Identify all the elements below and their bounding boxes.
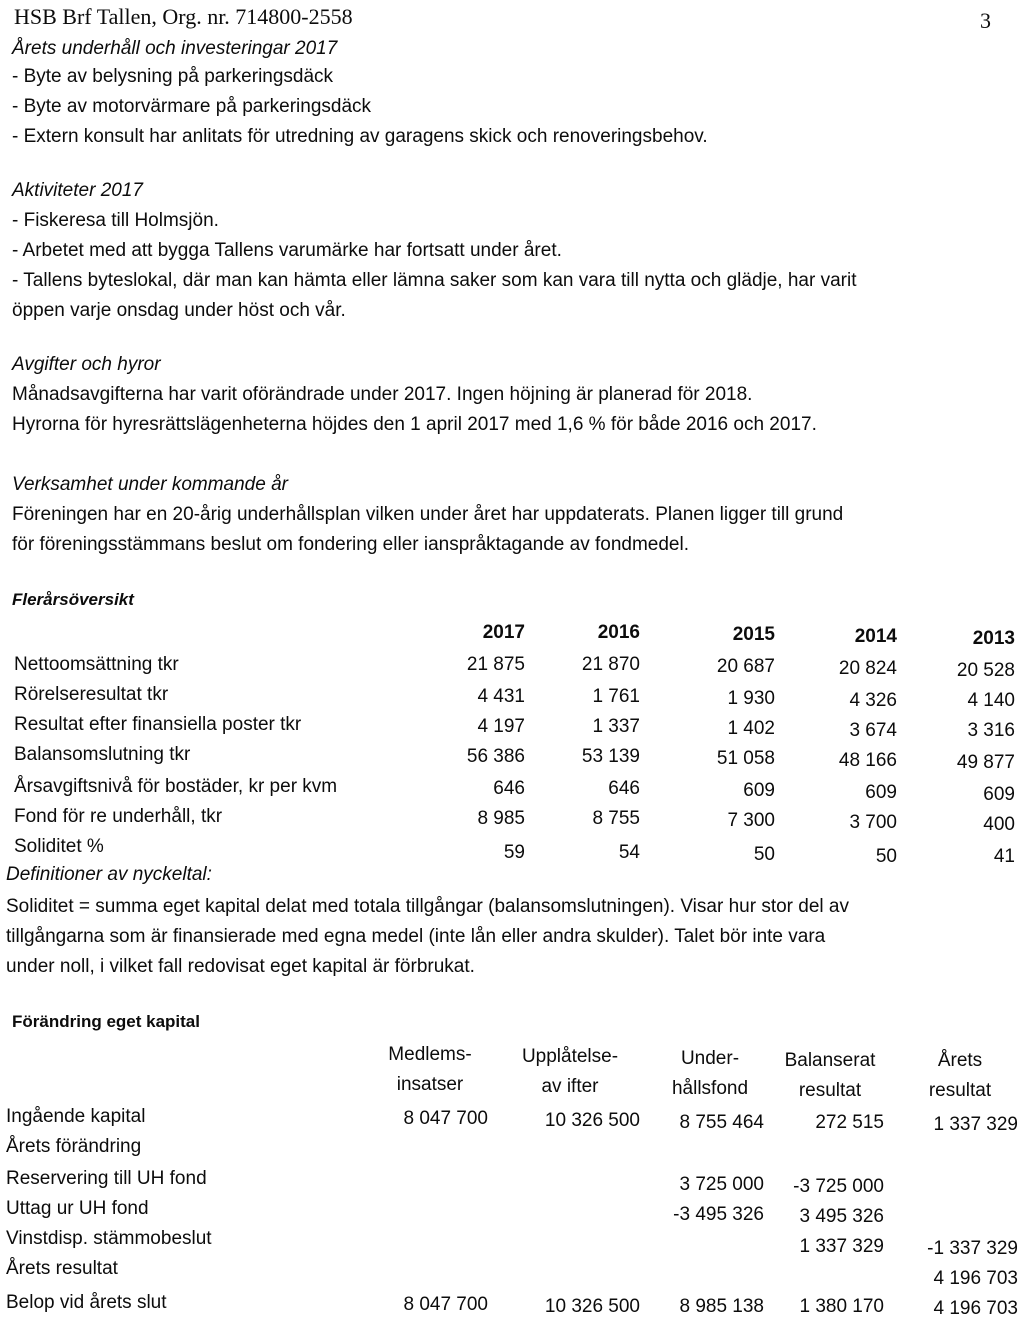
document-header: HSB Brf Tallen, Org. nr. 714800-2558 xyxy=(14,4,353,29)
year-header: 2013 xyxy=(972,628,1015,649)
ek-row-label: Ingående kapital xyxy=(6,1106,146,1127)
flerars-cell: 50 xyxy=(875,846,897,867)
ek-cell: 1 337 329 xyxy=(799,1236,884,1257)
ek-cell: -3 495 326 xyxy=(673,1204,764,1225)
flerars-cell: 646 xyxy=(493,778,525,799)
flerars-cell: 56 386 xyxy=(466,746,525,767)
flerars-cell: 8 985 xyxy=(477,808,525,829)
ek-row-label: Årets resultat xyxy=(6,1258,118,1279)
flerars-cell: 59 xyxy=(503,842,525,863)
page-number: 3 xyxy=(980,8,991,33)
flerars-cell: 51 058 xyxy=(716,748,775,769)
avgifter-line: Månadsavgifterna har varit oförändrade under 2017. Ingen höjning är planerad för 2018. xyxy=(12,384,753,405)
flerars-cell: 646 xyxy=(608,778,640,799)
ek-cell: 8 047 700 xyxy=(403,1294,488,1315)
ek-cell: 10 326 500 xyxy=(544,1296,640,1317)
flerars-cell: 41 xyxy=(993,846,1015,867)
flerars-cell: 609 xyxy=(743,780,775,801)
ek-cell: -3 725 000 xyxy=(793,1176,884,1197)
flerars-cell: 1 930 xyxy=(727,688,775,709)
flerars-cell: 4 431 xyxy=(477,686,525,707)
flerars-row-label: Soliditet % xyxy=(14,836,104,857)
aktiviteter-item: öppen varje onsdag under höst och vår. xyxy=(12,300,346,321)
aktiviteter-item: - Tallens byteslokal, där man kan hämta eller lämna saker som kan vara till nytta och glädje, har varit xyxy=(12,270,857,291)
flerars-cell: 7 300 xyxy=(727,810,775,831)
ek-col-header: Årets xyxy=(937,1050,983,1071)
ek-row-label: Reservering till UH fond xyxy=(6,1168,207,1189)
ek-cell: 8 985 138 xyxy=(679,1296,764,1317)
flerars-cell: 53 139 xyxy=(581,746,640,767)
ek-cell: 3 495 326 xyxy=(799,1206,884,1227)
underhall-item: - Byte av belysning på parkeringsdäck xyxy=(12,66,334,87)
flerars-row-label: Fond för re underhåll, tkr xyxy=(14,806,223,827)
ek-col-header: Under- xyxy=(680,1048,740,1069)
flerars-cell: 4 326 xyxy=(849,690,897,711)
flerars-row-label: Årsavgiftsnivå för bostäder, kr per kvm xyxy=(14,776,338,797)
flerars-cell: 21 870 xyxy=(581,654,640,675)
flerars-cell: 3 700 xyxy=(849,812,897,833)
definitioner-line: tillgångarna som är finansierade med egna medel (inte lån eller andra skulder). Talet bör inte vara xyxy=(6,926,826,947)
underhall-item: - Extern konsult har anlitats för utredning av garagens skick och renoveringsbehov. xyxy=(12,126,708,147)
flerars-cell: 3 316 xyxy=(967,720,1015,741)
flerars-cell: 1 761 xyxy=(592,686,640,707)
year-header: 2016 xyxy=(597,622,640,643)
verksamhet-line: Föreningen har en 20-årig underhållsplan vilken under året har uppdaterats. Planen ligger till grund xyxy=(12,504,844,525)
flerars-cell: 4 197 xyxy=(477,716,525,737)
year-header: 2014 xyxy=(854,626,897,647)
flerars-row-label: Balansomslutning tkr xyxy=(14,744,191,765)
ek-cell: 272 515 xyxy=(815,1112,884,1133)
flerars-cell: 54 xyxy=(618,842,640,863)
flerars-cell: 21 875 xyxy=(466,654,525,675)
flerars-cell: 20 528 xyxy=(956,660,1015,681)
definitioner-line: under noll, i vilket fall redovisat eget kapital är förbrukat. xyxy=(6,956,475,977)
ek-col-header: insatser xyxy=(396,1074,464,1095)
ek-row-label: Vinstdisp. stämmobeslut xyxy=(6,1228,212,1249)
ek-cell: 4 196 703 xyxy=(933,1268,1018,1289)
ek-row-label: Belop vid årets slut xyxy=(6,1292,167,1313)
heading-eget-kapital: Förändring eget kapital xyxy=(12,1012,200,1031)
aktiviteter-item: - Fiskeresa till Holmsjön. xyxy=(12,210,219,231)
heading-avgifter: Avgifter och hyror xyxy=(12,354,161,375)
flerars-cell: 49 877 xyxy=(956,752,1015,773)
definitioner-line: Soliditet = summa eget kapital delat med totala tillgångar (balansomslutningen). Visar hur stor del av xyxy=(6,896,849,917)
ek-col-header: hållsfond xyxy=(671,1078,749,1099)
heading-aktiviteter: Aktiviteter 2017 xyxy=(12,180,143,201)
ek-col-header: Balanserat xyxy=(784,1050,876,1071)
avgifter-line: Hyrorna för hyresrättslägenheterna höjdes den 1 april 2017 med 1,6 % för både 2016 och 2017. xyxy=(12,414,817,435)
ek-cell: -1 337 329 xyxy=(927,1238,1018,1259)
flerars-cell: 1 337 xyxy=(592,716,640,737)
ek-col-header: Medlems- xyxy=(388,1044,472,1065)
ek-cell: 8 755 464 xyxy=(679,1112,764,1133)
ek-cell: 8 047 700 xyxy=(403,1108,488,1129)
flerars-row-label: Nettoomsättning tkr xyxy=(14,654,179,675)
flerars-cell: 1 402 xyxy=(727,718,775,739)
heading-verksamhet: Verksamhet under kommande år xyxy=(12,474,288,495)
ek-col-header: resultat xyxy=(798,1080,862,1101)
ek-col-header: resultat xyxy=(928,1080,992,1101)
heading-underhall: Årets underhåll och investeringar 2017 xyxy=(12,38,338,59)
flerars-cell: 609 xyxy=(865,782,897,803)
year-header: 2015 xyxy=(732,624,775,645)
flerars-cell: 4 140 xyxy=(967,690,1015,711)
flerars-cell: 3 674 xyxy=(849,720,897,741)
heading-definitioner: Definitioner av nyckeltal: xyxy=(6,864,212,885)
flerars-cell: 48 166 xyxy=(838,750,897,771)
ek-cell: 3 725 000 xyxy=(679,1174,764,1195)
ek-cell: 1 380 170 xyxy=(799,1296,884,1317)
ek-col-header: av ifter xyxy=(541,1076,599,1097)
ek-cell: 4 196 703 xyxy=(933,1298,1018,1319)
ek-row-label: Årets förändring xyxy=(6,1136,142,1157)
flerars-cell: 8 755 xyxy=(592,808,640,829)
year-header: 2017 xyxy=(482,622,525,643)
flerars-cell: 20 824 xyxy=(838,658,897,679)
ek-col-header: Upplåtelse- xyxy=(521,1046,619,1067)
flerars-cell: 50 xyxy=(753,844,775,865)
aktiviteter-item: - Arbetet med att bygga Tallens varumärke har fortsatt under året. xyxy=(12,240,562,261)
ek-row-label: Uttag ur UH fond xyxy=(6,1198,149,1219)
ek-cell: 1 337 329 xyxy=(933,1114,1018,1135)
flerars-row-label: Rörelseresultat tkr xyxy=(14,684,169,705)
flerars-cell: 400 xyxy=(983,814,1015,835)
verksamhet-line: för föreningsstämmans beslut om fondering eller ianspråktagande av fondmedel. xyxy=(12,534,689,555)
flerars-row-label: Resultat efter finansiella poster tkr xyxy=(14,714,302,735)
flerars-cell: 20 687 xyxy=(716,656,775,677)
flerars-cell: 609 xyxy=(983,784,1015,805)
heading-flerars: Flerårsöversikt xyxy=(12,590,134,609)
ek-cell: 10 326 500 xyxy=(544,1110,640,1131)
underhall-item: - Byte av motorvärmare på parkeringsdäck xyxy=(12,96,372,117)
